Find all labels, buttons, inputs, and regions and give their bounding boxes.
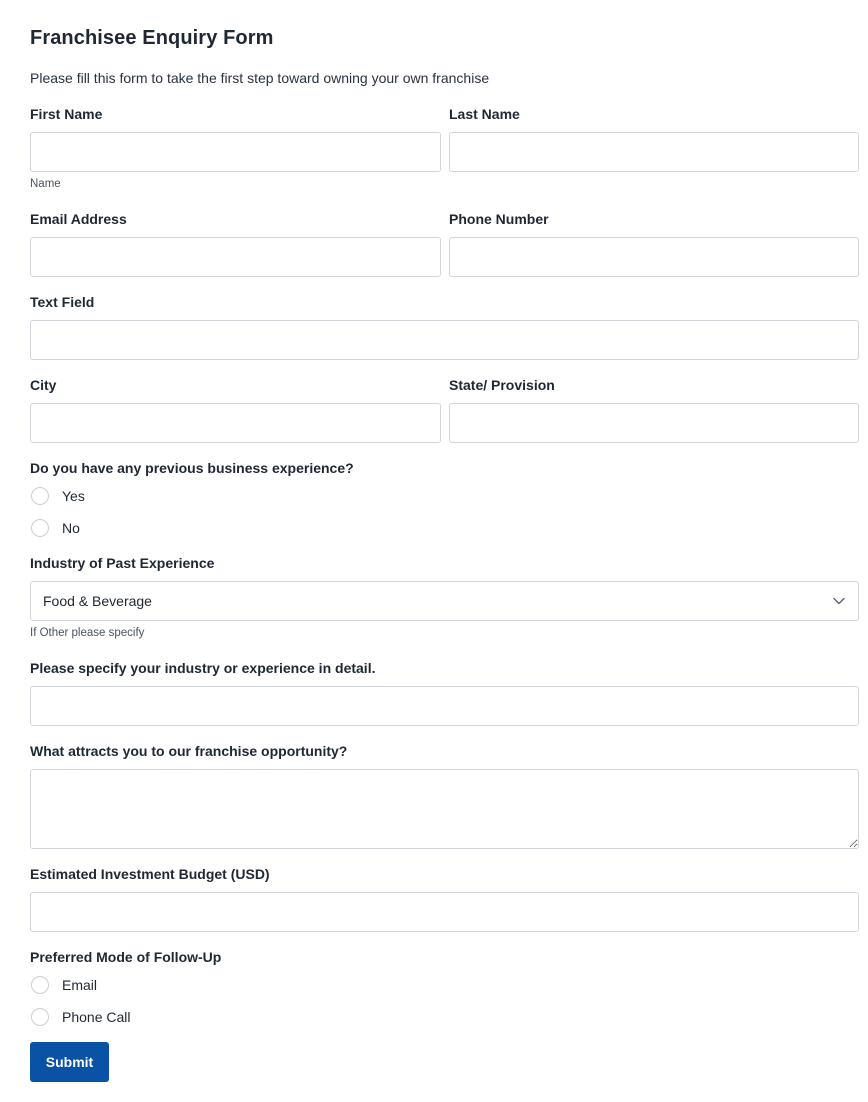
radio-button[interactable] xyxy=(31,976,49,994)
form-title: Franchisee Enquiry Form xyxy=(30,27,274,49)
phone-input[interactable] xyxy=(449,237,859,277)
radio-label-email: Email xyxy=(62,977,98,993)
state-input[interactable] xyxy=(449,403,859,443)
city-input[interactable] xyxy=(30,403,441,443)
text-field-label: Text Field xyxy=(30,294,95,310)
phone-label: Phone Number xyxy=(449,211,549,227)
last-name-label: Last Name xyxy=(449,106,520,122)
form-description: Please fill this form to take the first step toward owning your own franchise xyxy=(30,70,490,86)
submit-button[interactable]: Submit xyxy=(30,1042,109,1082)
attraction-textarea[interactable] xyxy=(30,769,859,849)
email-input[interactable] xyxy=(30,237,441,277)
follow-up-label: Preferred Mode of Follow-Up xyxy=(30,949,222,965)
industry-label: Industry of Past Experience xyxy=(30,555,215,571)
radio-button[interactable] xyxy=(31,1008,49,1026)
radio-option-yes[interactable] xyxy=(30,485,85,507)
chevron-down-icon xyxy=(832,594,846,608)
industry-selected-value: Food & Beverage xyxy=(43,593,152,609)
radio-label-phone-call: Phone Call xyxy=(62,1009,131,1025)
industry-detail-input[interactable] xyxy=(30,686,859,726)
city-label: City xyxy=(30,377,57,393)
radio-label-no: No xyxy=(62,520,80,536)
email-label: Email Address xyxy=(30,211,127,227)
budget-input[interactable] xyxy=(30,892,859,932)
radio-button[interactable] xyxy=(31,487,49,505)
text-field-input[interactable] xyxy=(30,320,859,360)
first-name-label: First Name xyxy=(30,106,103,122)
prev-experience-label: Do you have any previous business experience? xyxy=(30,460,354,476)
first-name-input[interactable] xyxy=(30,132,441,172)
name-sublabel: Name xyxy=(30,178,61,190)
radio-option-email[interactable] xyxy=(30,974,97,996)
radio-button[interactable] xyxy=(31,519,49,537)
state-label: State/ Provision xyxy=(449,377,555,393)
industry-detail-label: Please specify your industry or experience in detail. xyxy=(30,660,376,676)
last-name-input[interactable] xyxy=(449,132,859,172)
budget-label: Estimated Investment Budget (USD) xyxy=(30,866,270,882)
industry-sublabel: If Other please specify xyxy=(30,627,145,639)
industry-select[interactable] xyxy=(30,581,859,621)
attraction-label: What attracts you to our franchise opportunity? xyxy=(30,743,348,759)
radio-option-phone-call[interactable] xyxy=(30,1006,131,1028)
radio-option-no[interactable] xyxy=(30,517,80,539)
radio-label-yes: Yes xyxy=(62,488,85,504)
